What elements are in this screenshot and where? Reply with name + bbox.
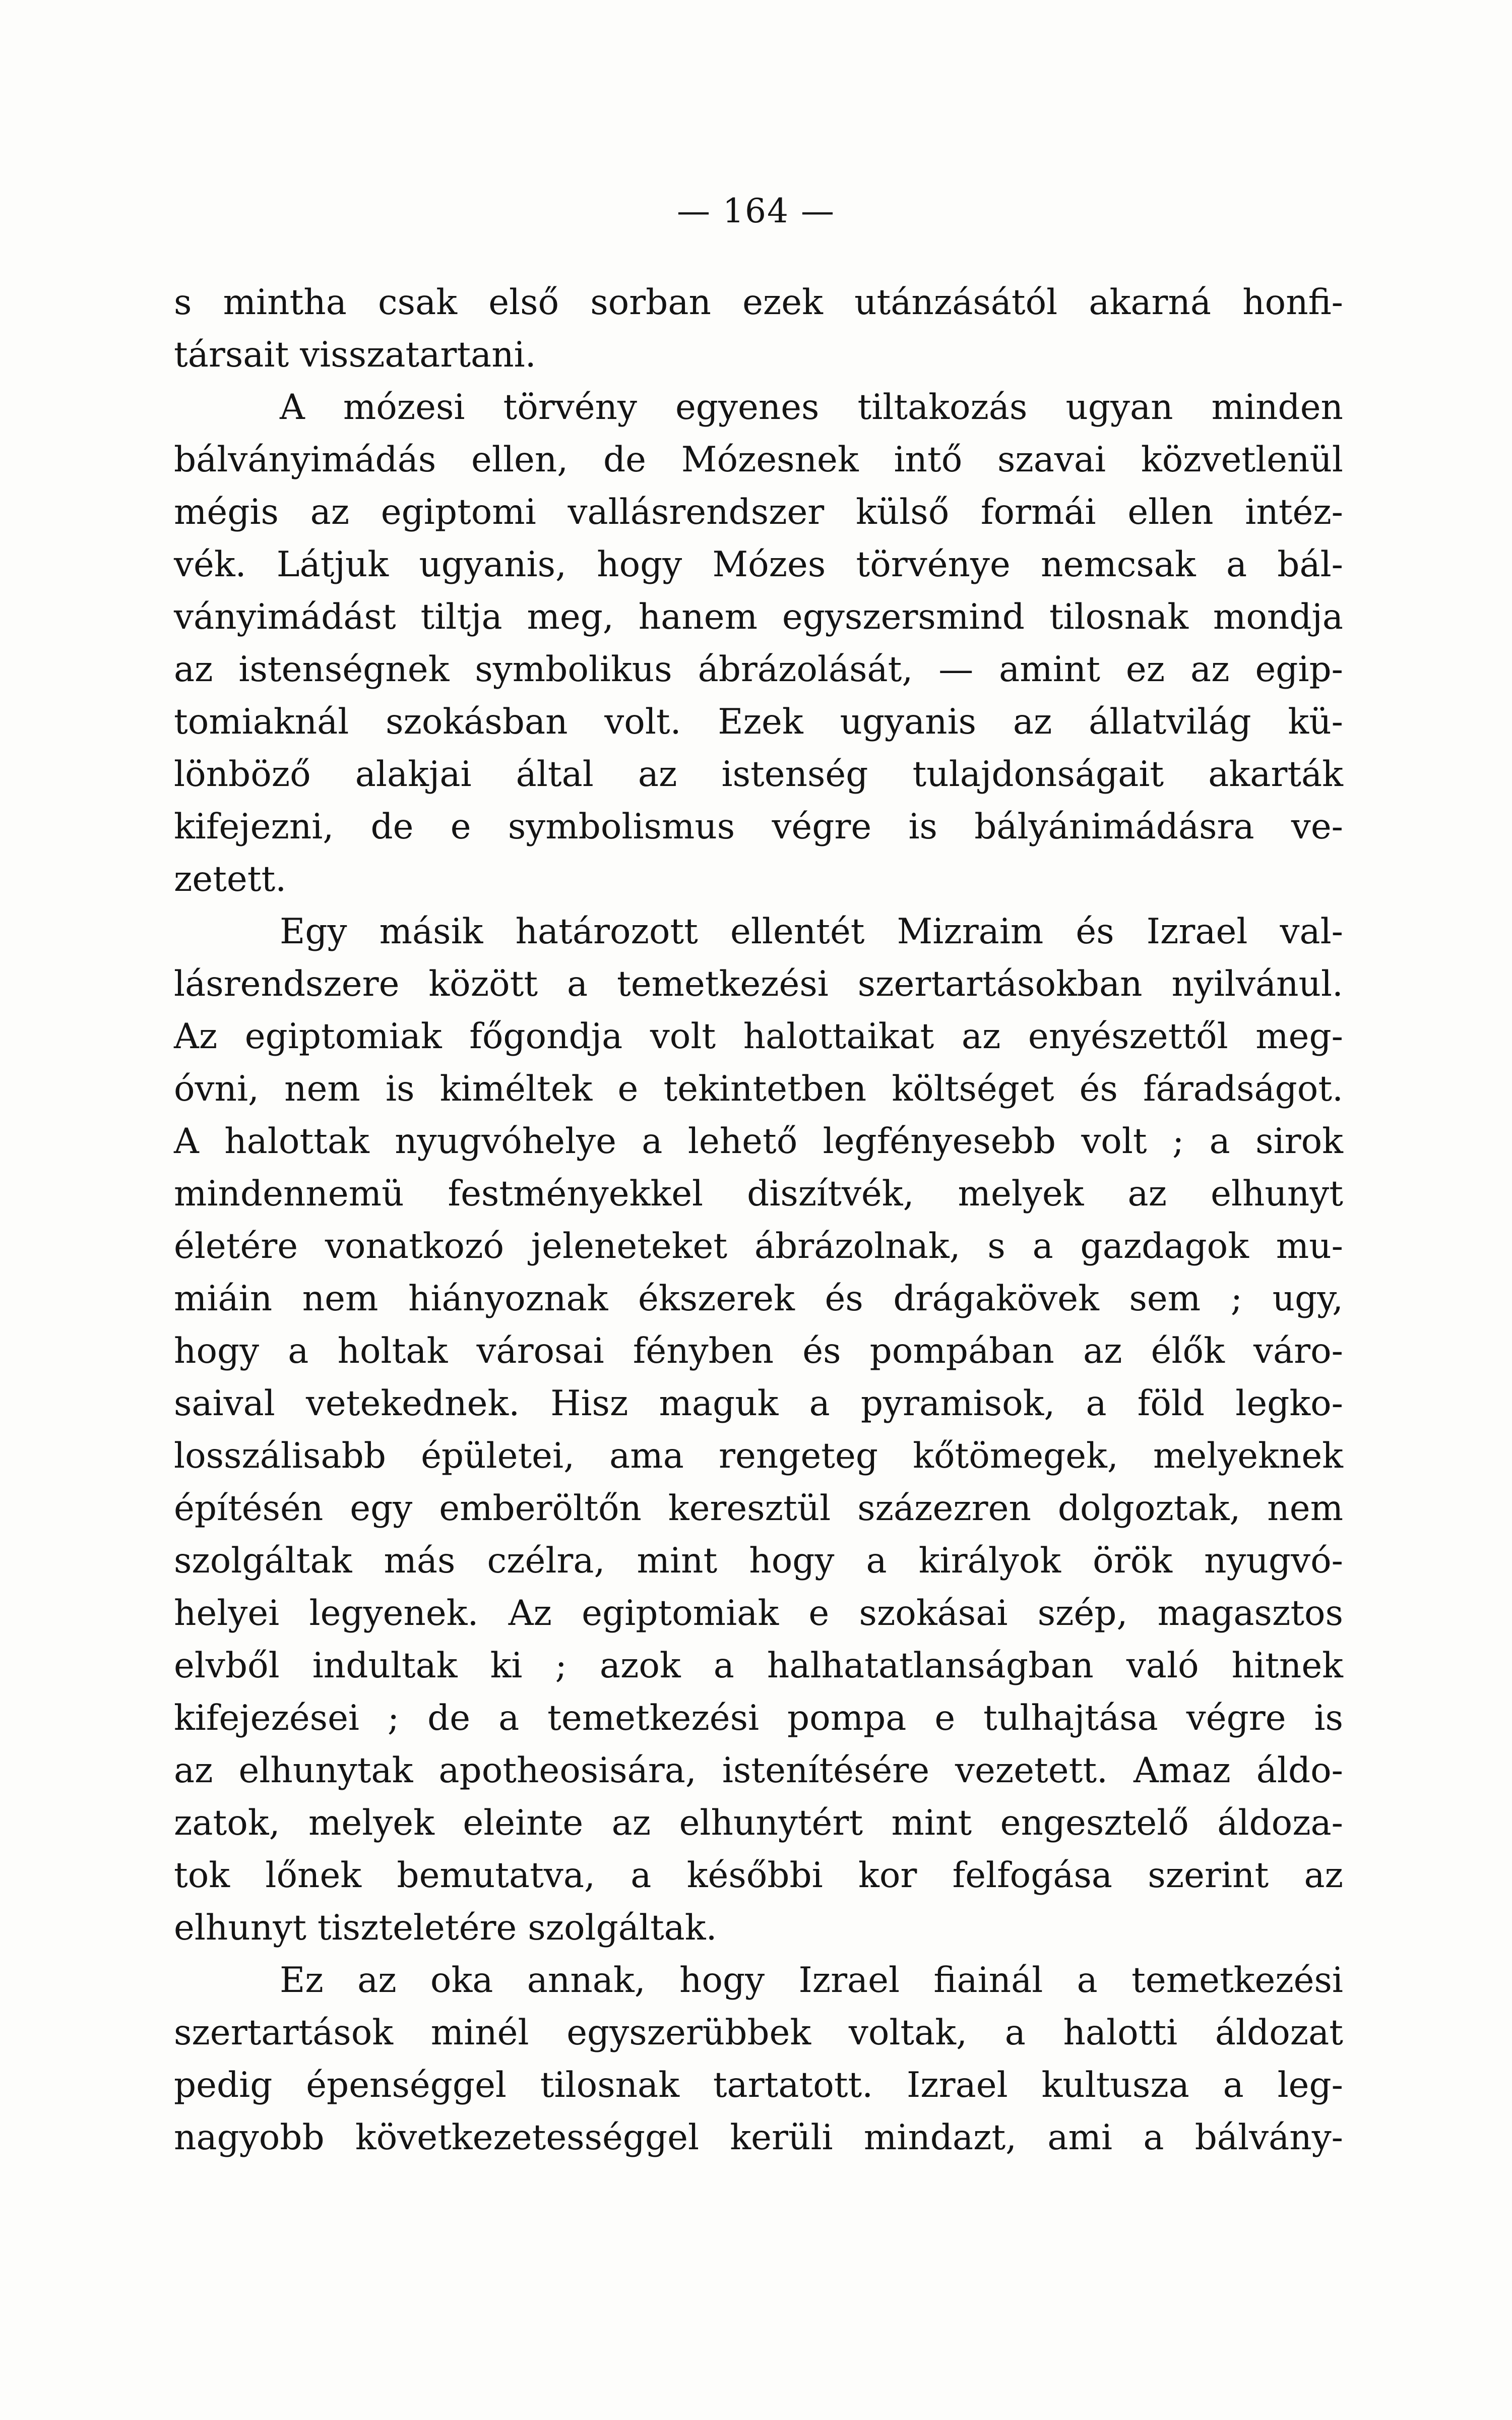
text-line: lönböző alakjai által az istenség tulajdonságait akarták	[174, 754, 1343, 795]
text-line: A halottak nyugvóhelye a lehető legfényesebb volt ; a sirok	[174, 1121, 1343, 1162]
text-line: nagyobb következetességgel kerüli mindazt, ami a bálvány-	[174, 2118, 1343, 2158]
text-line: tok lőnek bemutatva, a későbbi kor felfogása szerint az	[174, 1855, 1343, 1896]
text-line: az elhunytak apotheosisára, istenítésére vezetett. Amaz áldo-	[174, 1750, 1343, 1791]
text-line: pedig épenséggel tilosnak tartatott. Izrael kultusza a leg-	[174, 2065, 1343, 2105]
text-line: életére vonatkozó jeleneteket ábrázolnak, s a gazdagok mu-	[174, 1226, 1343, 1266]
paragraph-2	[174, 381, 1343, 905]
text-line: kifejezni, de e symbolismus végre is bályánimádásra ve-	[174, 807, 1343, 847]
text-line: miáin nem hiányoznak ékszerek és drágakövek sem ; ugy,	[174, 1279, 1343, 1319]
text-line: saival vetekednek. Hisz maguk a pyramisok, a föld legko-	[174, 1383, 1343, 1424]
body-text	[174, 276, 1343, 2164]
text-line: óvni, nem is kiméltek e tekintetben költséget és fáradságot.	[174, 1069, 1343, 1109]
text-line: helyei legyenek. Az egiptomiak e szokásai szép, magasztos	[174, 1593, 1343, 1634]
paragraph-1	[174, 276, 1343, 381]
text-line: vék. Látjuk ugyanis, hogy Mózes törvénye nemcsak a bál-	[174, 544, 1343, 585]
paragraph-4	[174, 1954, 1343, 2164]
text-line: társait visszatartani.	[174, 335, 536, 375]
text-line: Az egiptomiak főgondja volt halottaikat az enyészettől meg-	[174, 1016, 1343, 1057]
text-line: elvből indultak ki ; azok a halhatatlanságban való hitnek	[174, 1646, 1343, 1686]
text-line: s mintha csak első sorban ezek utánzásától akarná honfi-	[174, 282, 1343, 323]
text-line: lásrendszere között a temetkezési szertartásokban nyilvánul.	[174, 964, 1343, 1004]
page-number: — 164 —	[677, 192, 835, 230]
text-line: kifejezései ; de a temetkezési pompa e tulhajtása végre is	[174, 1698, 1343, 1738]
text-line: A mózesi törvény egyenes tiltakozás ugyan minden	[280, 387, 1343, 428]
text-line: losszálisabb épületei, ama rengeteg kőtömegek, melyeknek	[174, 1436, 1343, 1476]
text-line: szertartások minél egyszerübbek voltak, a halotti áldozat	[174, 2013, 1343, 2053]
text-line: mégis az egiptomi vallásrendszer külső formái ellen intéz-	[174, 492, 1343, 532]
text-line: hogy a holtak városai fényben és pompában az élők váro-	[174, 1331, 1343, 1371]
text-line: az istenségnek symbolikus ábrázolását, — amint ez az egip-	[174, 649, 1343, 690]
text-line: Egy másik határozott ellentét Mizraim és Izrael val-	[280, 912, 1343, 952]
text-line: szolgáltak más czélra, mint hogy a királyok örök nyugvó-	[174, 1541, 1343, 1581]
text-line: ványimádást tiltja meg, hanem egyszersmind tilosnak mondja	[174, 597, 1343, 637]
text-line: építésén egy emberöltőn keresztül százezren dolgoztak, nem	[174, 1488, 1343, 1529]
text-line: elhunyt tiszteletére szolgáltak.	[174, 1908, 717, 1948]
text-line: zetett.	[174, 859, 287, 899]
text-line: bálványimádás ellen, de Mózesnek intő szavai közvetlenül	[174, 440, 1343, 480]
paragraph-3	[174, 905, 1343, 1954]
text-line: tomiaknál szokásban volt. Ezek ugyanis az állatvilág kü-	[174, 702, 1343, 742]
text-line: mindennemü festményekkel diszítvék, melyek az elhunyt	[174, 1174, 1343, 1214]
text-line: zatok, melyek eleinte az elhunytért mint engesztelő áldoza-	[174, 1803, 1343, 1843]
text-line: Ez az oka annak, hogy Izrael fiainál a temetkezési	[280, 1960, 1343, 2001]
